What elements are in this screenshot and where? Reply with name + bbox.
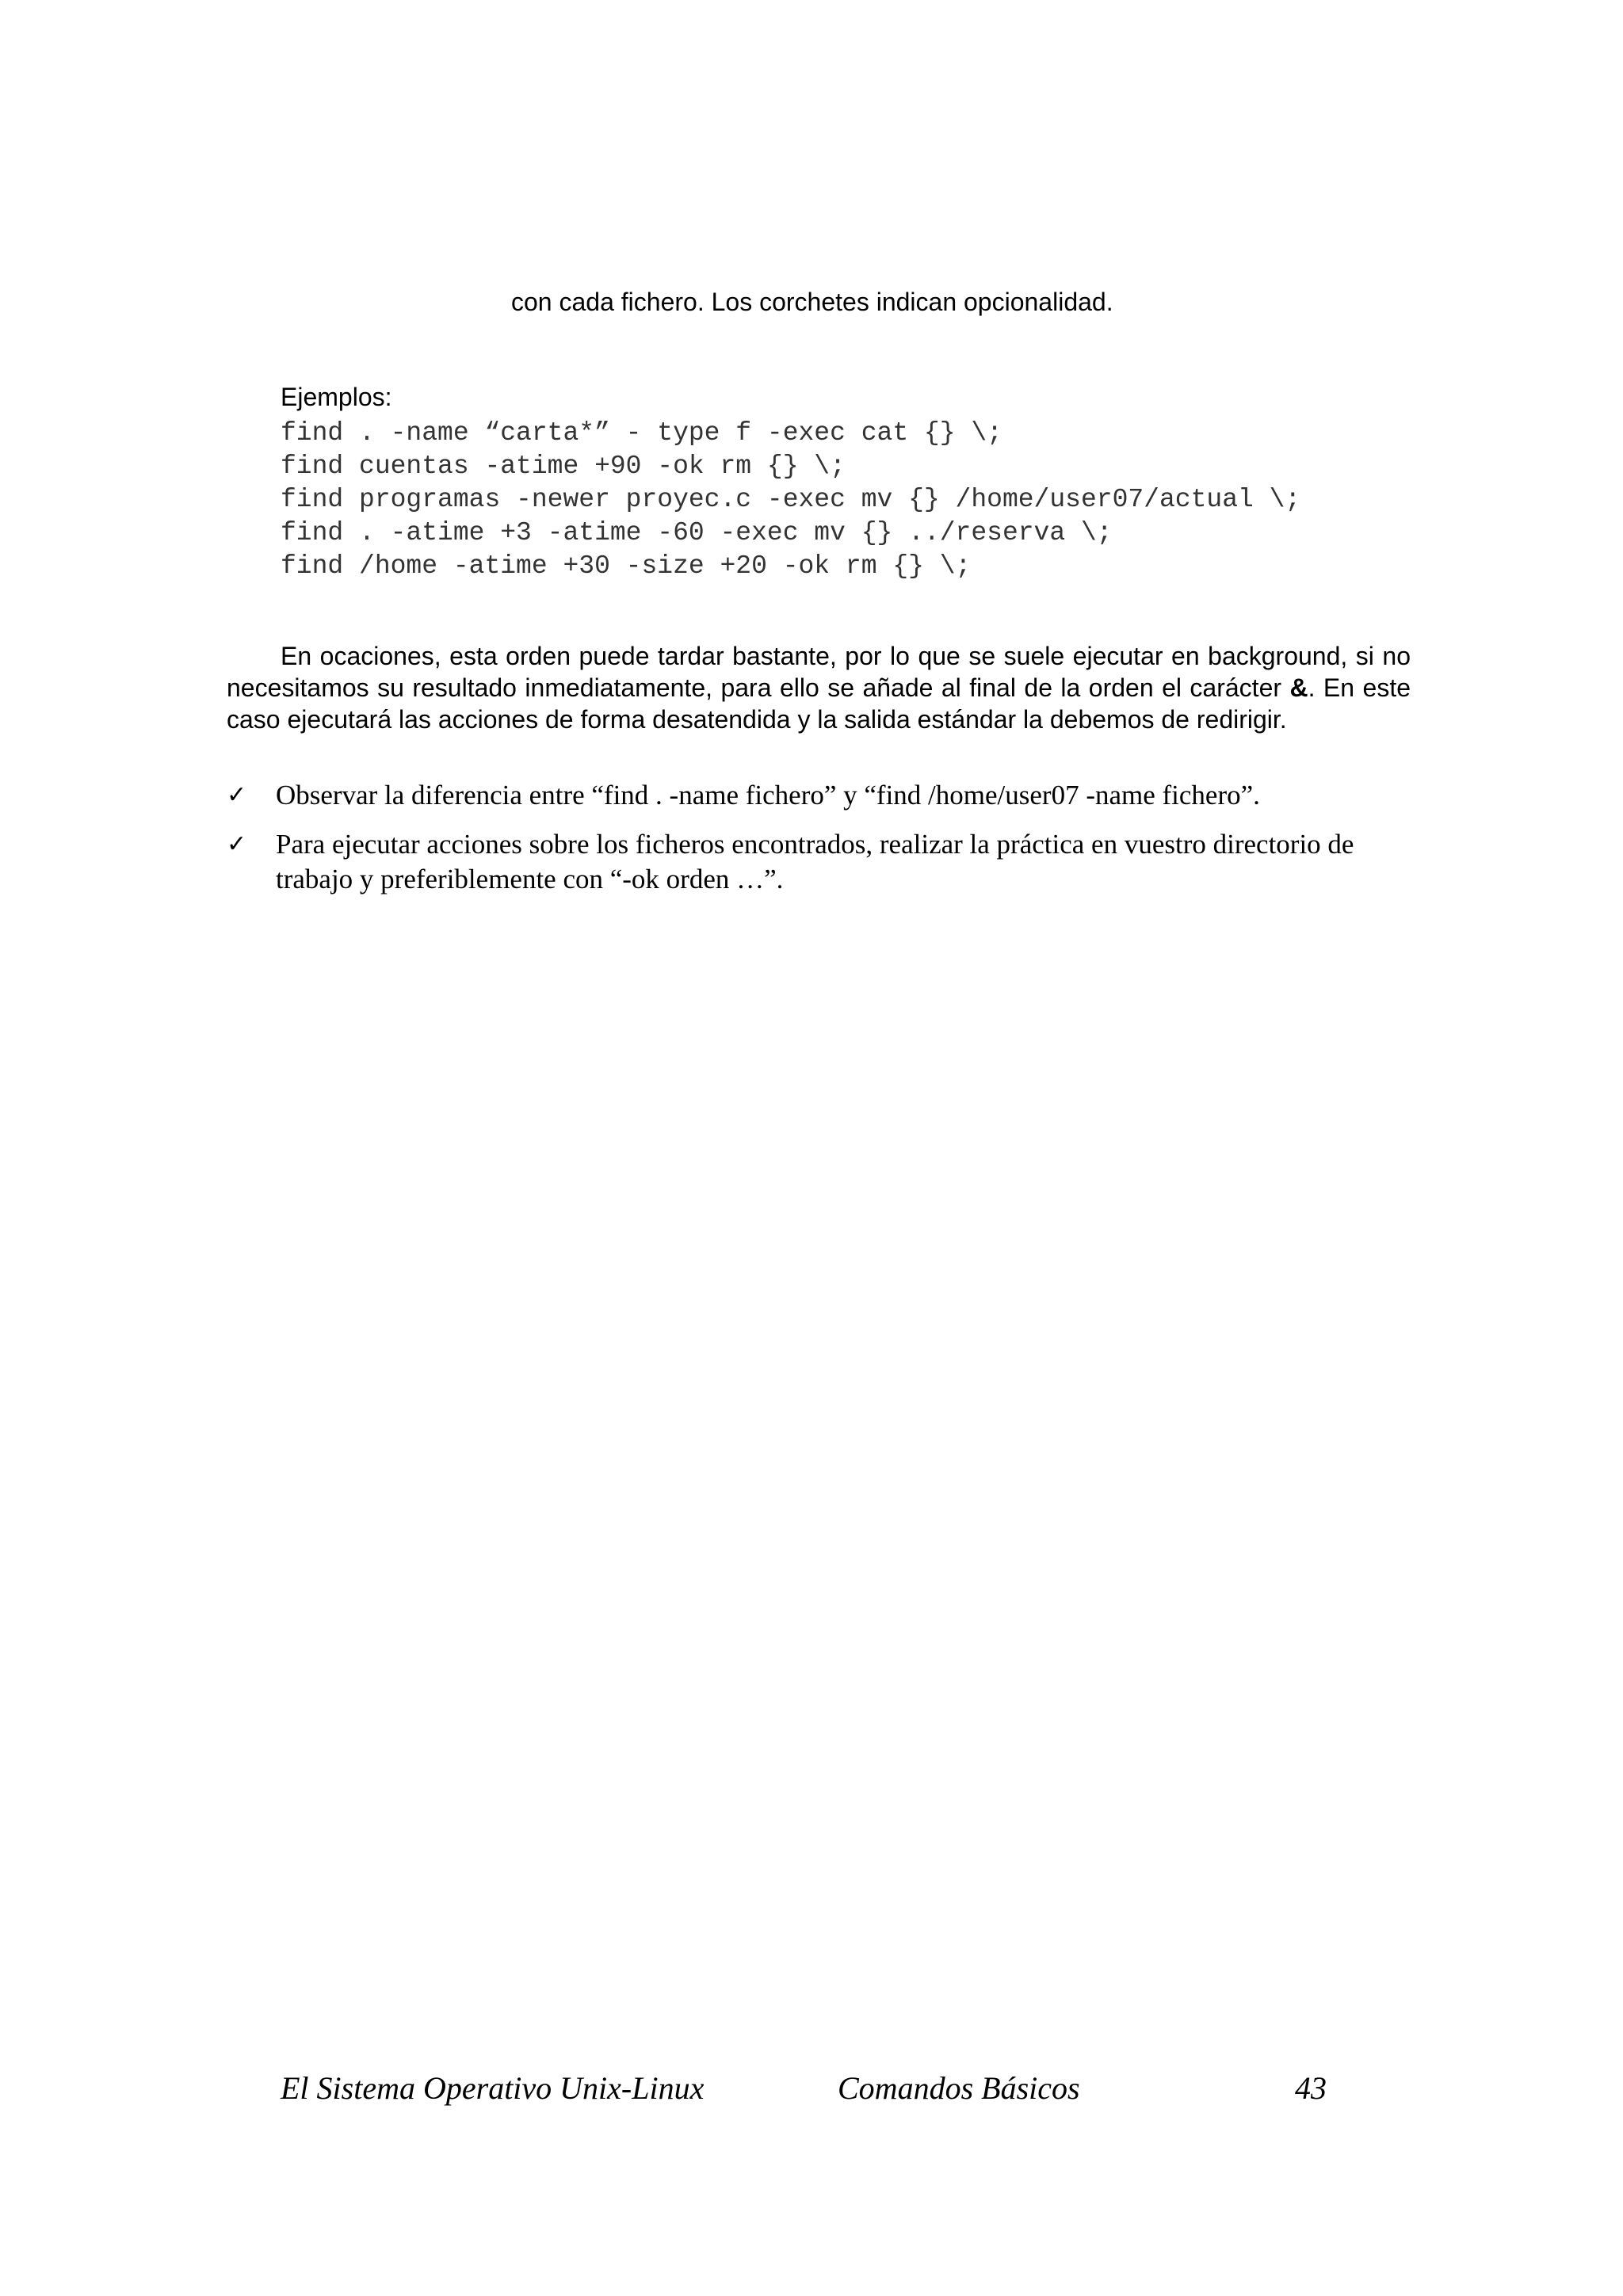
paragraph-text-start: En ocaciones, esta orden puede tardar bastante, por lo que se suele ejecutar en background, si no necesitamos su resultado inmediatamente, para ello se añade al final de la orden el carácter	[227, 642, 1411, 702]
paragraph-text-end: . En este caso ejecutará las acciones de forma desatendida y la salida estándar la debemos de redirigir.	[227, 673, 1411, 734]
checklist-item	[227, 827, 1411, 897]
checkmark-icon: ✓	[227, 781, 247, 809]
code-line: find programas -newer proyec.c -exec mv {} /home/user07/actual \;	[281, 485, 1301, 514]
code-line: find cuentas -atime +90 -ok rm {} \;	[281, 452, 846, 481]
code-line: find . -atime +3 -atime -60 -exec mv {} ../reserva \;	[281, 518, 1113, 547]
page-number: 43	[1295, 2070, 1327, 2106]
checklist	[227, 778, 1411, 911]
code-examples	[281, 417, 1300, 583]
footer-chapter-title: Comandos Básicos	[838, 2070, 1080, 2106]
ampersand-symbol: &	[1289, 673, 1308, 702]
checkmark-icon: ✓	[227, 830, 247, 858]
code-line: find . -name “carta*” - type f -exec cat {} \;	[281, 418, 1002, 448]
footer-book-title: El Sistema Operativo Unix-Linux	[281, 2070, 705, 2106]
checklist-item-text: Para ejecutar acciones sobre los ficheros encontrados, realizar la práctica en vuestro directorio de trabajo y preferiblemente con “-ok orden …”.	[276, 829, 1354, 894]
paragraph-indent	[227, 642, 281, 670]
examples-heading: Ejemplos:	[281, 383, 392, 411]
code-line: find /home -atime +30 -size +20 -ok rm {} \;	[281, 551, 972, 581]
checklist-item-text: Observar la diferencia entre “find . -name fichero” y “find /home/user07 -name fichero”.	[276, 780, 1260, 810]
background-paragraph	[227, 640, 1411, 735]
checklist-item	[227, 778, 1411, 813]
intro-text: con cada fichero. Los corchetes indican opcionalidad.	[511, 288, 1113, 316]
